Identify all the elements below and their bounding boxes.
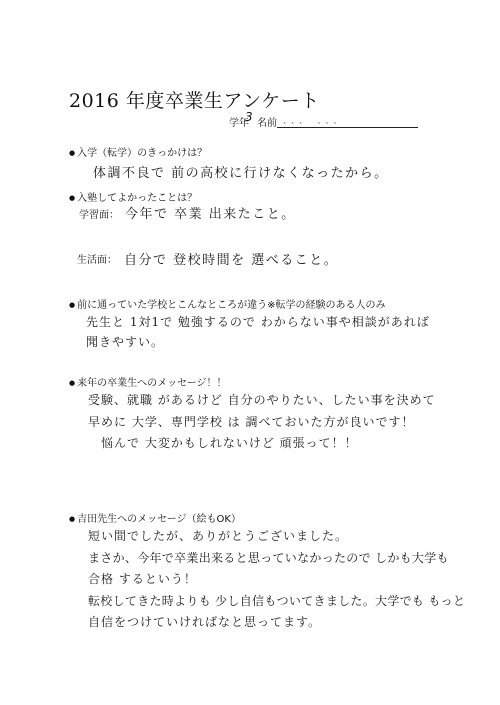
answer-message-teacher-line-2: まさか、今年で卒業出来ると思っていなかったので しかも大学も: [88, 551, 449, 565]
grade-value: 3: [245, 110, 253, 124]
name-label: 名前: [257, 118, 277, 129]
answer-message-graduates-line-1: 受験、就職 があるけど 自分のやりたい、したい事を決めて: [88, 393, 436, 407]
answer-entry-reason: 体調不良で 前の高校に行けなくなったから。: [93, 166, 389, 181]
study-label: 学習面：: [79, 210, 119, 221]
question-message-teacher: ● 吉田先生へのメッセージ（絵もOK）: [69, 510, 241, 525]
answer-message-teacher-line-5: 自信をつけていければなと思ってます。: [88, 615, 322, 629]
name-value: 、、、 、、、: [283, 116, 346, 125]
question-differences: ● 前に通っていた学校とこんなところが違う※転学の経験のある人のみ: [69, 296, 386, 311]
grade-name-row: [229, 110, 346, 129]
answer-message-teacher-line-3: 合格 するという！: [88, 572, 197, 586]
name-underline: [277, 127, 418, 128]
answer-differences-line-1: 先生と 1対1で 勉強するので わからない事や相談があれば: [86, 315, 430, 329]
question-entry-reason: ● 入学（転学）のきっかけは？: [69, 144, 207, 159]
grade-label: 学年: [229, 118, 249, 129]
life-answer: 自分で 登校時間を 選べること。: [124, 253, 339, 268]
answer-message-graduates-line-2: 早めに 大学、専門学校 は 調べておいた方が良いです！: [88, 415, 415, 429]
life-label: 生活面：: [77, 255, 117, 266]
question-good-points: ● 入塾してよかったことは？: [69, 189, 197, 204]
study-answer: 今年で 卒業 出来たこと。: [125, 207, 296, 222]
answer-message-graduates-line-3: 悩んで 大変かもしれないけど 頑張って！！: [101, 436, 358, 450]
question-message-graduates: ● 来年の卒業生へのメッセージ！！: [69, 374, 227, 389]
answer-message-teacher-line-1: 短い間でしたが、ありがとうございました。: [88, 529, 349, 543]
page-title: 2016 年度卒業生アンケート: [69, 90, 320, 112]
answer-message-teacher-line-4: 転校してきた時よりも 少し自信もついてきました。大学でも もっと: [88, 594, 466, 608]
answer-differences-line-2: 聞きやすい。: [86, 335, 165, 349]
